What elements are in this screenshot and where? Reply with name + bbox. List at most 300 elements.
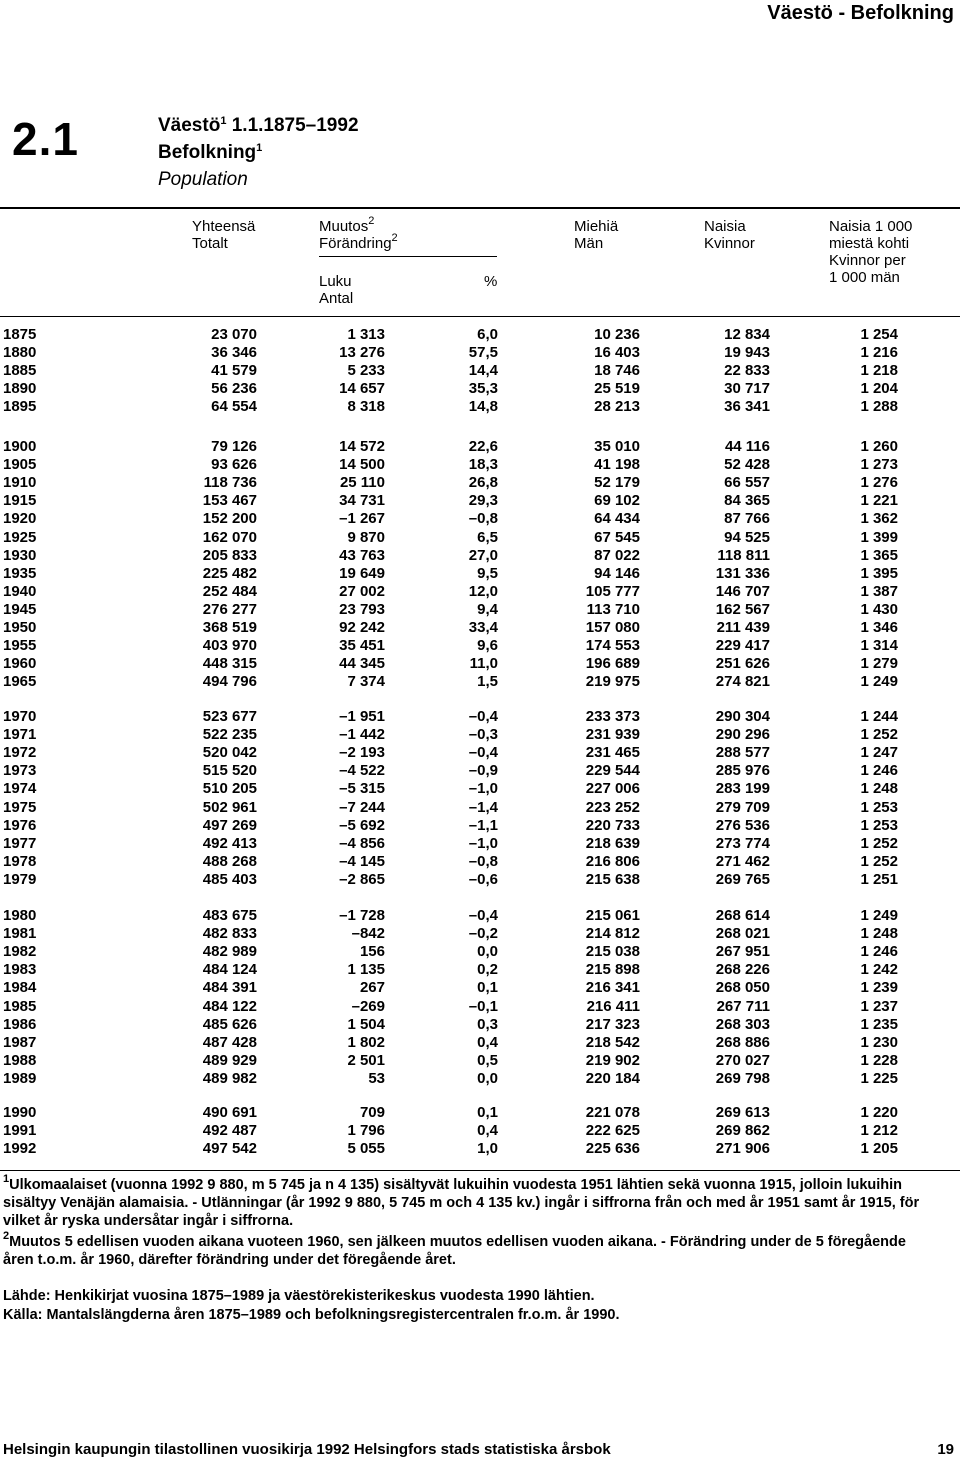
cell-women-per-1000-men: 1 253: [860, 816, 898, 834]
cell-year: 1986: [3, 1015, 37, 1033]
cell-women: 12 834: [724, 326, 770, 343]
cell-women: 268 614: [715, 907, 770, 924]
header-rule: [0, 316, 960, 317]
cell-change-percent: 0,0: [477, 1069, 498, 1087]
table-row: [0, 1122, 960, 1140]
cell-total: 56 236: [211, 380, 257, 398]
col-count-header: Luku Antal: [319, 273, 354, 307]
cell-women: 268 303: [715, 1015, 770, 1033]
cell-change-percent: –0,1: [468, 997, 498, 1015]
cell-year: 1930: [3, 546, 37, 564]
cell-men: 18 746: [594, 362, 640, 380]
cell-change-count: 25 110: [339, 474, 385, 492]
cell-change-count: –1 267: [339, 510, 385, 528]
table-row: [0, 979, 960, 997]
table-row: [0, 673, 960, 691]
cell-change-percent: 26,8: [468, 474, 498, 492]
cell-women: 36 341: [724, 398, 770, 416]
cell-women-per-1000-men: 1 248: [860, 925, 898, 943]
cell-change-count: –1 728: [339, 907, 385, 924]
table-row: [0, 362, 960, 380]
cell-change-count: –2 865: [339, 870, 385, 888]
cell-total: 23 070: [211, 326, 257, 343]
cell-year: 1945: [3, 600, 37, 618]
cell-women: 283 199: [715, 780, 770, 798]
cell-men: 216 806: [585, 852, 640, 870]
cell-women: 269 862: [715, 1122, 770, 1140]
footnote-1: $^1$Ulkomaalaiset (vuonna 1992 9 880, m 5 745 ja n 4 135) sisältyvät lukuihin vuodesta 1951 lähtien sekä vuonna 1915, jolloin lukuihin sisältyy Venäjän alamaisia. - Utlänningar (år 1992 9 880, 5 745 m och 4 135 kv.) ingår i siffrorna från och med år 1951 samt år 1915, för vilket år ryska undersåtar ingår i siffrorna.: [3, 1173, 920, 1229]
cell-year: 1960: [3, 655, 37, 673]
cell-total: 485 403: [202, 870, 257, 888]
cell-change-percent: 57,5: [468, 344, 498, 362]
cell-women-per-1000-men: 1 235: [860, 1015, 898, 1033]
col-change-header: Muutos$^2$ Förändring$^2$: [319, 215, 398, 252]
cell-year: 1965: [3, 673, 37, 691]
cell-change-percent: –1,1: [468, 816, 498, 834]
cell-year: 1890: [3, 380, 37, 398]
cell-year: 1974: [3, 780, 37, 798]
cell-total: 510 205: [202, 780, 257, 798]
cell-women-per-1000-men: 1 251: [860, 870, 898, 888]
cell-change-count: –1 442: [339, 726, 385, 744]
cell-change-count: 13 276: [339, 344, 385, 362]
cell-total: 36 346: [211, 344, 257, 362]
cell-total: 484 391: [202, 979, 257, 997]
cell-women-per-1000-men: 1 260: [860, 438, 898, 455]
cell-change-percent: –0,9: [468, 762, 498, 780]
cell-women-per-1000-men: 1 242: [860, 961, 898, 979]
cell-change-count: 44 345: [339, 655, 385, 673]
cell-change-count: 2 501: [347, 1051, 385, 1069]
cell-year: 1990: [3, 1104, 37, 1121]
cell-women-per-1000-men: 1 228: [860, 1051, 898, 1069]
cell-women-per-1000-men: 1 252: [860, 852, 898, 870]
cell-change-percent: 22,6: [468, 438, 498, 455]
cell-women-per-1000-men: 1 246: [860, 943, 898, 961]
table-row: [0, 344, 960, 362]
cell-men: 215 638: [585, 870, 640, 888]
cell-men: 215 038: [585, 943, 640, 961]
table-row: [0, 583, 960, 601]
cell-men: 220 184: [585, 1069, 640, 1087]
cell-men: 233 373: [585, 708, 640, 725]
cell-men: 174 553: [585, 637, 640, 655]
cell-change-percent: –0,6: [468, 870, 498, 888]
cell-total: 488 268: [202, 852, 257, 870]
cell-change-count: 14 657: [339, 380, 385, 398]
cell-change-count: 7 374: [347, 673, 385, 691]
cell-change-count: –4 145: [339, 852, 385, 870]
table-row: [0, 925, 960, 943]
table-row: [0, 1034, 960, 1052]
table-row: [0, 398, 960, 416]
cell-women-per-1000-men: 1 430: [860, 600, 898, 618]
table-row: [0, 637, 960, 655]
cell-change-percent: –1,4: [468, 798, 498, 816]
cell-change-count: 8 318: [347, 398, 385, 416]
cell-change-percent: 1,0: [477, 1140, 498, 1158]
cell-total: 162 070: [202, 528, 257, 546]
cell-women-per-1000-men: 1 230: [860, 1033, 898, 1051]
cell-women: 276 536: [715, 816, 770, 834]
cell-change-count: 23 793: [339, 600, 385, 618]
cell-year: 1935: [3, 564, 37, 582]
cell-change-count: 19 649: [339, 564, 385, 582]
cell-men: 94 146: [594, 564, 640, 582]
cell-women: 269 798: [715, 1069, 770, 1087]
cell-change-percent: 0,1: [477, 1104, 498, 1121]
cell-change-percent: 0,2: [477, 961, 498, 979]
cell-change-count: 27 002: [339, 582, 385, 600]
bottom-rule: [0, 1170, 960, 1171]
cell-year: 1972: [3, 744, 37, 762]
cell-women-per-1000-men: 1 276: [860, 474, 898, 492]
cell-men: 218 639: [585, 834, 640, 852]
cell-year: 1981: [3, 925, 37, 943]
cell-total: 152 200: [202, 510, 257, 528]
cell-total: 483 675: [202, 907, 257, 924]
cell-year: 1915: [3, 492, 37, 510]
cell-total: 492 413: [202, 834, 257, 852]
cell-men: 216 341: [585, 979, 640, 997]
cell-year: 1880: [3, 344, 37, 362]
cell-change-count: –2 193: [339, 744, 385, 762]
table-row: [0, 1070, 960, 1088]
cell-women-per-1000-men: 1 399: [860, 528, 898, 546]
cell-year: 1987: [3, 1033, 37, 1051]
cell-women-per-1000-men: 1 212: [860, 1122, 898, 1140]
table-row: [0, 871, 960, 889]
cell-change-percent: 9,6: [477, 637, 498, 655]
title-sv: Befolkning$^1$: [158, 142, 263, 163]
cell-women: 290 304: [715, 708, 770, 725]
cell-women-per-1000-men: 1 244: [860, 708, 898, 725]
cell-change-percent: 0,4: [477, 1122, 498, 1140]
cell-change-count: –7 244: [339, 798, 385, 816]
cell-year: 1973: [3, 762, 37, 780]
cell-year: 1984: [3, 979, 37, 997]
cell-year: 1900: [3, 438, 37, 455]
cell-change-percent: –0,8: [468, 510, 498, 528]
cell-total: 64 554: [211, 398, 257, 416]
table-row: [0, 380, 960, 398]
cell-men: 225 636: [585, 1140, 640, 1158]
cell-women-per-1000-men: 1 362: [860, 510, 898, 528]
cell-change-percent: 9,4: [477, 600, 498, 618]
cell-total: 79 126: [211, 438, 257, 455]
cell-year: 1980: [3, 907, 37, 924]
cell-women: 269 613: [715, 1104, 770, 1121]
cell-women-per-1000-men: 1 395: [860, 564, 898, 582]
cell-women-per-1000-men: 1 288: [860, 398, 898, 416]
cell-total: 515 520: [202, 762, 257, 780]
cell-year: 1992: [3, 1140, 37, 1158]
table-row: [0, 853, 960, 871]
table-row: [0, 762, 960, 780]
cell-total: 522 235: [202, 726, 257, 744]
cell-women: 288 577: [715, 744, 770, 762]
cell-change-percent: 35,3: [468, 380, 498, 398]
cell-women-per-1000-men: 1 216: [860, 344, 898, 362]
cell-change-percent: 6,0: [477, 326, 498, 343]
cell-women: 271 462: [715, 852, 770, 870]
table-row: [0, 817, 960, 835]
table-title: [158, 112, 359, 193]
cell-women: 52 428: [724, 456, 770, 474]
cell-total: 482 989: [202, 943, 257, 961]
cell-men: 220 733: [585, 816, 640, 834]
cell-total: 41 579: [211, 362, 257, 380]
cell-men: 215 061: [585, 907, 640, 924]
cell-change-count: 35 451: [339, 637, 385, 655]
cell-year: 1950: [3, 619, 37, 636]
cell-men: 216 411: [586, 997, 640, 1015]
table-row: [0, 1140, 960, 1158]
cell-change-count: 1 504: [347, 1015, 385, 1033]
footnote-2: $^2$Muutos 5 edellisen vuoden aikana vuoteen 1960, sen jälkeen muutos edellisen vuoden aikana. - Förändring under de 5 föregående åren t.o.m. år 1960, därefter förändring under det föregående året.: [3, 1230, 906, 1268]
cell-men: 67 545: [594, 528, 640, 546]
cell-change-percent: –0,4: [468, 708, 498, 725]
cell-women-per-1000-men: 1 387: [860, 582, 898, 600]
cell-women: 30 717: [724, 380, 770, 398]
footer-text: Helsingin kaupungin tilastollinen vuosikirja 1992 Helsingfors stads statistiska årsbok: [3, 1441, 611, 1458]
cell-year: 1988: [3, 1051, 37, 1069]
cell-change-percent: 29,3: [468, 492, 498, 510]
cell-year: 1976: [3, 816, 37, 834]
cell-total: 485 626: [202, 1015, 257, 1033]
cell-year: 1989: [3, 1069, 37, 1087]
table-row: [0, 708, 960, 726]
table-row: [0, 799, 960, 817]
cell-women-per-1000-men: 1 220: [860, 1104, 898, 1121]
cell-change-percent: 0,3: [477, 1015, 498, 1033]
cell-men: 218 542: [585, 1033, 640, 1051]
col-ratio-header: Naisia 1 000 miestä kohti Kvinnor per 1 000 män: [829, 218, 913, 286]
cell-change-count: 14 500: [339, 456, 385, 474]
cell-women: 22 833: [724, 362, 770, 380]
source-sv: Källa: Mantalslängderna åren 1875–1989 och befolkningsregistercentralen fr.o.m. år 1990.: [3, 1307, 620, 1323]
cell-change-count: 267: [359, 979, 385, 997]
cell-women-per-1000-men: 1 204: [860, 380, 898, 398]
cell-total: 487 428: [202, 1033, 257, 1051]
cell-year: 1985: [3, 997, 37, 1015]
cell-total: 489 929: [202, 1051, 257, 1069]
cell-women: 211 439: [716, 619, 770, 636]
cell-women: 273 774: [715, 834, 770, 852]
cell-men: 113 710: [586, 600, 640, 618]
table-row: [0, 601, 960, 619]
cell-women-per-1000-men: 1 221: [860, 492, 898, 510]
cell-total: 482 833: [202, 925, 257, 943]
cell-year: 1920: [3, 510, 37, 528]
cell-change-count: 5 055: [347, 1140, 385, 1158]
cell-total: 368 519: [202, 619, 257, 636]
table-row: [0, 998, 960, 1016]
cell-change-percent: –1,0: [468, 780, 498, 798]
cell-women-per-1000-men: 1 279: [860, 655, 898, 673]
cell-total: 490 691: [202, 1104, 257, 1121]
cell-change-count: 5 233: [347, 362, 385, 380]
cell-women-per-1000-men: 1 254: [860, 326, 898, 343]
cell-women: 44 116: [724, 438, 770, 455]
cell-men: 227 006: [585, 780, 640, 798]
cell-women: 268 021: [715, 925, 770, 943]
title-fi: Väestö$^1$ 1.1.1875–1992: [158, 115, 359, 136]
cell-total: 93 626: [211, 456, 257, 474]
cell-women: 270 027: [715, 1051, 770, 1069]
cell-total: 520 042: [202, 744, 257, 762]
cell-total: 118 736: [203, 474, 257, 492]
table-row: [0, 456, 960, 474]
cell-women-per-1000-men: 1 249: [860, 673, 898, 691]
cell-men: 157 080: [585, 619, 640, 636]
cell-women-per-1000-men: 1 252: [860, 726, 898, 744]
col-women-header: Naisia Kvinnor: [704, 218, 755, 252]
table-row: [0, 529, 960, 547]
cell-year: 1982: [3, 943, 37, 961]
cell-total: 497 542: [202, 1140, 257, 1158]
cell-women-per-1000-men: 1 225: [860, 1069, 898, 1087]
cell-total: 448 315: [202, 655, 257, 673]
cell-year: 1895: [3, 398, 37, 416]
cell-women: 87 766: [724, 510, 770, 528]
table-row: [0, 655, 960, 673]
cell-women-per-1000-men: 1 246: [860, 762, 898, 780]
table-row: [0, 565, 960, 583]
cell-men: 52 179: [594, 474, 640, 492]
cell-year: 1875: [3, 326, 37, 343]
cell-change-percent: 27,0: [468, 546, 498, 564]
cell-women-per-1000-men: 1 253: [860, 798, 898, 816]
cell-change-count: –5 315: [339, 780, 385, 798]
cell-change-percent: 6,5: [477, 528, 498, 546]
cell-women-per-1000-men: 1 247: [860, 744, 898, 762]
cell-total: 276 277: [202, 600, 257, 618]
cell-women-per-1000-men: 1 237: [860, 997, 898, 1015]
cell-change-count: –1 951: [339, 708, 385, 725]
cell-change-percent: 1,5: [477, 673, 498, 691]
cell-women: 229 417: [715, 637, 770, 655]
cell-change-percent: –0,4: [468, 907, 498, 924]
cell-women: 269 765: [715, 870, 770, 888]
cell-year: 1925: [3, 528, 37, 546]
cell-women-per-1000-men: 1 239: [860, 979, 898, 997]
cell-men: 215 898: [585, 961, 640, 979]
cell-total: 205 833: [202, 546, 257, 564]
cell-change-percent: 14,4: [468, 362, 498, 380]
cell-women: 267 711: [716, 997, 770, 1015]
cell-year: 1977: [3, 834, 37, 852]
cell-year: 1971: [3, 726, 37, 744]
cell-total: 252 484: [202, 582, 257, 600]
cell-women: 131 336: [715, 564, 770, 582]
cell-change-count: 14 572: [339, 438, 385, 455]
cell-total: 523 677: [202, 708, 257, 725]
cell-year: 1978: [3, 852, 37, 870]
cell-women: 268 886: [715, 1033, 770, 1051]
table-row: [0, 438, 960, 456]
cell-total: 494 796: [202, 673, 257, 691]
cell-total: 403 970: [202, 637, 257, 655]
cell-men: 219 902: [585, 1051, 640, 1069]
cell-total: 492 487: [202, 1122, 257, 1140]
cell-men: 87 022: [594, 546, 640, 564]
cell-total: 497 269: [202, 816, 257, 834]
cell-change-count: 53: [368, 1069, 385, 1087]
cell-women: 267 951: [715, 943, 770, 961]
cell-men: 219 975: [585, 673, 640, 691]
cell-men: 25 519: [594, 380, 640, 398]
cell-women-per-1000-men: 1 205: [860, 1140, 898, 1158]
cell-change-count: 43 763: [339, 546, 385, 564]
table-row: [0, 744, 960, 762]
cell-year: 1955: [3, 637, 37, 655]
cell-change-count: 1 135: [347, 961, 385, 979]
cell-men: 214 812: [585, 925, 640, 943]
section-number: 2.1: [12, 113, 79, 165]
cell-total: 489 982: [202, 1069, 257, 1087]
cell-year: 1979: [3, 870, 37, 888]
cell-men: 10 236: [594, 326, 640, 343]
cell-men: 35 010: [594, 438, 640, 455]
table-row: [0, 1016, 960, 1034]
cell-year: 1983: [3, 961, 37, 979]
cell-change-percent: 33,4: [468, 619, 498, 636]
cell-women: 251 626: [715, 655, 770, 673]
cell-change-percent: 0,0: [477, 943, 498, 961]
page-number: 19: [937, 1441, 954, 1458]
cell-women: 146 707: [715, 582, 770, 600]
cell-change-percent: 0,1: [477, 979, 498, 997]
cell-men: 69 102: [594, 492, 640, 510]
cell-year: 1975: [3, 798, 37, 816]
top-rule: [0, 207, 960, 209]
cell-change-percent: 12,0: [468, 582, 498, 600]
table-row: [0, 835, 960, 853]
cell-women: 274 821: [715, 673, 770, 691]
cell-change-percent: –0,8: [468, 852, 498, 870]
cell-year: 1905: [3, 456, 37, 474]
cell-men: 105 777: [585, 582, 640, 600]
cell-change-percent: 0,4: [477, 1033, 498, 1051]
cell-women-per-1000-men: 1 273: [860, 456, 898, 474]
cell-total: 225 482: [202, 564, 257, 582]
cell-change-count: –4 522: [339, 762, 385, 780]
cell-change-count: 34 731: [339, 492, 385, 510]
cell-change-count: –269: [351, 997, 385, 1015]
table-row: [0, 780, 960, 798]
cell-year: 1991: [3, 1122, 37, 1140]
cell-total: 484 122: [202, 997, 257, 1015]
cell-change-percent: 9,5: [477, 564, 498, 582]
cell-men: 221 078: [585, 1104, 640, 1121]
table-row: [0, 474, 960, 492]
cell-change-count: 1 802: [347, 1033, 385, 1051]
cell-women-per-1000-men: 1 249: [860, 907, 898, 924]
cell-change-percent: –0,2: [468, 925, 498, 943]
table-row: [0, 943, 960, 961]
table-row: [0, 1104, 960, 1122]
cell-year: 1910: [3, 474, 37, 492]
cell-change-count: –842: [351, 925, 385, 943]
cell-women-per-1000-men: 1 365: [860, 546, 898, 564]
table-row: [0, 907, 960, 925]
cell-men: 231 465: [585, 744, 640, 762]
cell-men: 222 625: [585, 1122, 640, 1140]
page-header: Väestö - Befolkning: [767, 2, 954, 24]
table-row: [0, 1052, 960, 1070]
cell-women: 118 811: [717, 546, 770, 564]
